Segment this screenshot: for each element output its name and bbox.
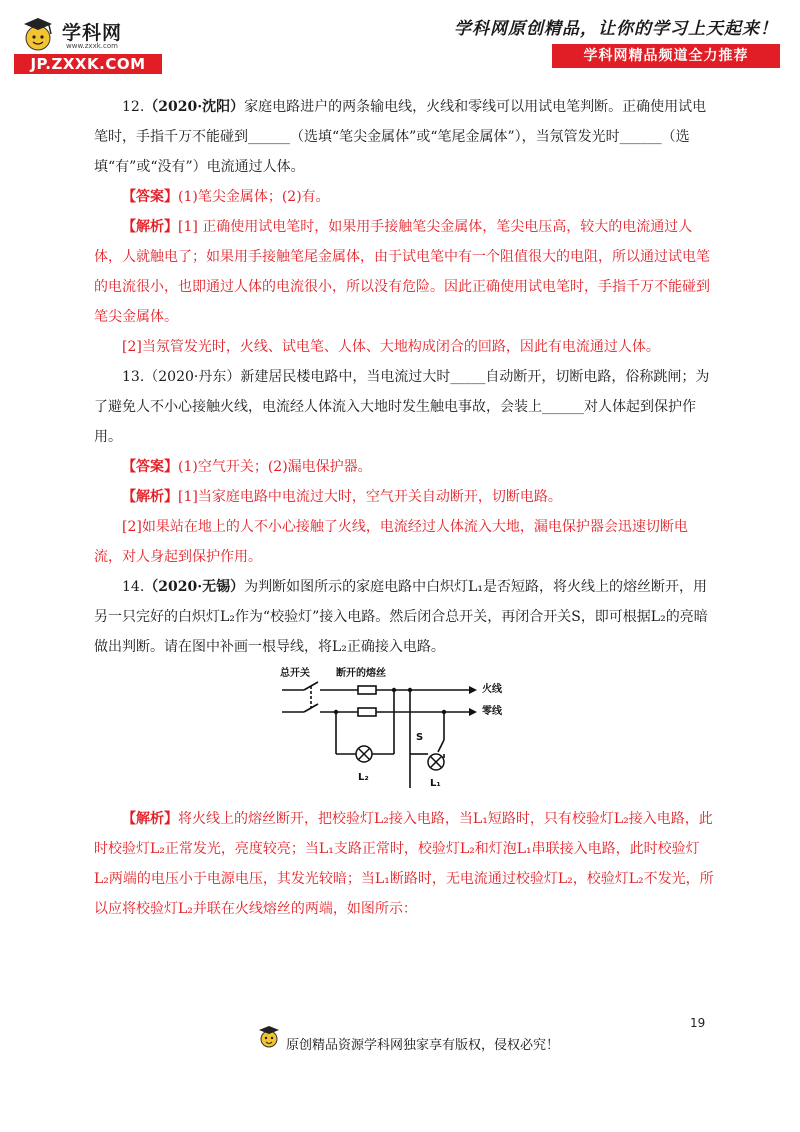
answer-text: (1)笔尖金属体；(2)有。 xyxy=(178,189,330,205)
zxxk-logo xyxy=(14,14,164,74)
question-text: 新建居民楼电路中，当电流过大时_____自动断开，切断电路，俗称跳闸；为了避免人不小心接触火线，电流经人体流入大地时发生触电事故，会装上______对人体起到保护作用。 xyxy=(94,369,710,445)
question-text: 家庭电路进户的两条输电线，火线和零线可以用试电笔判断。正确使用试电笔时，手指千万不能碰到______（选填“笔尖金属体”或“笔尾金属体”），当氖管发光时______（选填“有”或“没有”）电流通过人体。 xyxy=(94,99,707,175)
question-13-stem xyxy=(94,362,714,452)
page-number: 19 xyxy=(690,1016,706,1030)
label-lamp-l1: L₁ xyxy=(430,778,441,789)
header-banner: 学科网精品频道全力推荐 xyxy=(552,44,780,68)
label-live-wire: 火线 xyxy=(482,684,502,695)
circuit-drawing xyxy=(274,668,544,798)
question-number: 12. xyxy=(122,99,145,115)
question-13-answer xyxy=(94,452,714,482)
question-13-analysis-1 xyxy=(94,482,714,512)
analysis-text: 将火线上的熔丝断开，把校验灯L₂接入电路，当L₁短路时，只有校验灯L₂接入电路，此时校验灯L₂正常发光，亮度较亮；当L₁支路正常时，校验灯L₂和灯泡L₁串联接入电路，此时校验灯L₂两端的电压小于电源电压，其发光较暗；当L₁断路时，无电流通过校验灯L₂，校验灯L₂不发光，所以应将校验灯L₂并联在火线熔丝的两端，如图所示： xyxy=(94,811,714,917)
footer-copyright: 原创精品资源学科网独家享有版权，侵权必究！ xyxy=(286,1038,560,1053)
question-number: 13. xyxy=(122,369,145,385)
question-12-analysis-1 xyxy=(94,212,714,332)
question-14-stem xyxy=(94,572,714,662)
answer-tag: 【答案】 xyxy=(122,189,178,205)
logo-brand: 学科网 xyxy=(62,22,123,44)
question-12-stem xyxy=(94,92,714,182)
label-switch-s: S xyxy=(416,732,424,743)
label-broken-fuse: 断开的熔丝 xyxy=(336,668,386,679)
mascot-icon xyxy=(16,14,62,54)
analysis-tag: 【解析】 xyxy=(122,489,178,505)
label-neutral-wire: 零线 xyxy=(482,706,502,717)
label-lamp-l2: L₂ xyxy=(358,772,369,783)
question-source: （2020·丹东） xyxy=(144,369,241,385)
circuit-diagram xyxy=(274,668,544,798)
question-number: 14. xyxy=(122,579,145,595)
logo-domain: JP.ZXXK.COM xyxy=(14,54,162,74)
analysis-text: [1]当家庭电路中电流过大时，空气开关自动断开，切断电路。 xyxy=(178,489,562,505)
page-header xyxy=(0,0,800,80)
analysis-tag: 【解析】 xyxy=(122,219,178,235)
question-text: 为判断如图所示的家庭电路中白炽灯L₁是否短路，将火线上的熔丝断开，用另一只完好的白炽灯L₂作为“校验灯”接入电路。然后闭合总开关，再闭合开关S，即可根据L₂的亮暗做出判断。请在图中补画一根导线，将L₂正确接入电路。 xyxy=(94,579,708,655)
header-slogan: 学科网原创精品，让你的学习上天起来！ xyxy=(454,19,778,39)
question-source: （2020·无锡） xyxy=(144,579,245,595)
question-source: （2020·沈阳） xyxy=(144,99,245,115)
answer-text: (1)空气开关；(2)漏电保护器。 xyxy=(178,459,372,475)
question-12-analysis-2: [2]当氖管发光时，火线、试电笔、人体、大地构成闭合的回路，因此有电流通过人体。 xyxy=(122,339,660,355)
question-14-analysis xyxy=(94,804,714,924)
document-body xyxy=(94,92,714,924)
analysis-text: [1] 正确使用试电笔时，如果用手接触笔尖金属体，笔尖电压高，较大的电流通过人体，人就触电了；如果用手接触笔尾金属体，由于试电笔中有一个阻值很大的电阻，所以通过试电笔的电流很小，也即通过人体的电流很小，所以没有危险。因此正确使用试电笔时，手指千万不能碰到笔尖金属体。 xyxy=(94,219,710,325)
question-13-analysis-2: [2]如果站在地上的人不小心接触了火线，电流经过人体流入大地，漏电保护器会迅速切断电流，对人身起到保护作用。 xyxy=(94,519,688,565)
page-footer xyxy=(0,1010,800,1070)
mascot-icon xyxy=(256,1024,282,1050)
analysis-tag: 【解析】 xyxy=(122,811,178,827)
question-12-answer xyxy=(94,182,714,212)
answer-tag: 【答案】 xyxy=(122,459,178,475)
label-main-switch: 总开关 xyxy=(280,668,310,679)
logo-url: www.zxxk.com xyxy=(66,42,118,50)
